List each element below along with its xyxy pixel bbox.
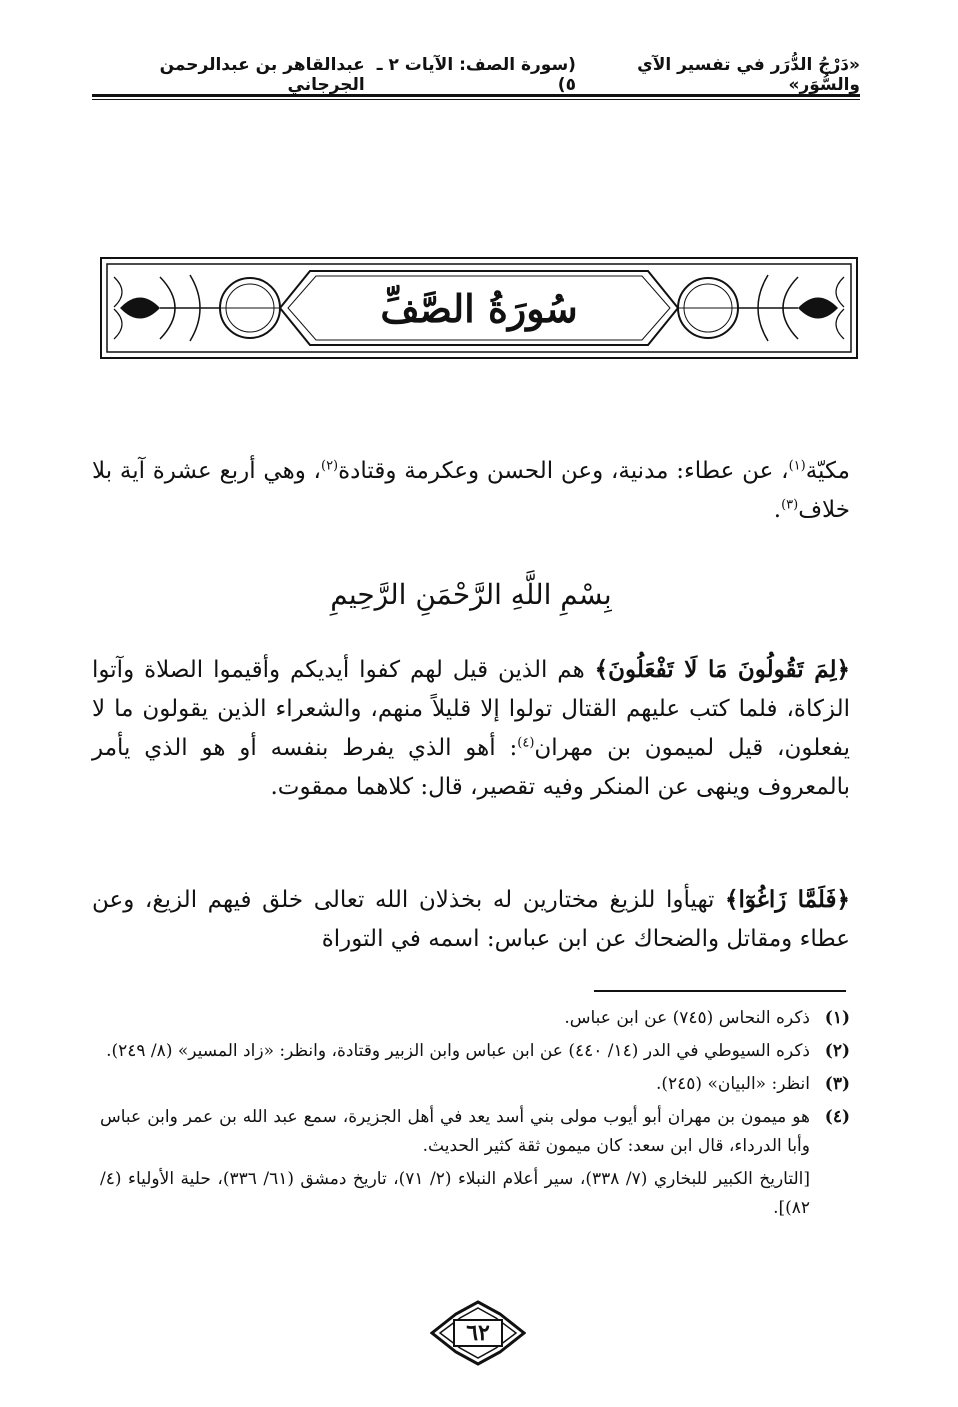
footnote	[100, 1070, 850, 1099]
basmala: بِسْمِ اللَّهِ الرَّحْمَنِ الرَّحِيمِ	[330, 578, 612, 611]
header-rule	[92, 94, 860, 97]
tafsir-paragraph-2	[92, 880, 850, 959]
footnote-separator	[594, 990, 846, 992]
intro-text: ، وهي أربع عشرة آية بلا خلاف	[92, 458, 850, 523]
footnote-number: (٣)	[824, 1074, 850, 1094]
footnote-ref-4: (٤)	[517, 735, 535, 751]
footnote	[100, 1103, 850, 1161]
surah-title: سُورَةُ الصَّفِّ	[380, 285, 578, 331]
page-number-emblem	[430, 1300, 526, 1366]
footnote-number: (١)	[824, 1008, 850, 1028]
footnotes	[100, 1004, 850, 1227]
tafsir-text: : أهو الذي يفرط بنفسه أو هو الذي يأمر بالمعروف وينهى عن المنكر وفيه تقصير، قال: كلاهما ممقوت.	[92, 735, 850, 800]
intro-paragraph	[92, 452, 850, 530]
footnote-text: ذكره السيوطي في الدر (١٤/ ٤٤٠) عن ابن عباس وابن الزبير وقتادة، وانظر: «زاد المسير» (٨/ ٢٤٩).	[106, 1041, 810, 1061]
footnote-text: [التاريخ الكبير للبخاري (٧/ ٣٣٨)، سير أعلام النبلاء (٢/ ٧١)، تاريخ دمشق (٦١/ ٣٣٦)، حلية الأولياء (٤/ ٨٢)].	[100, 1169, 811, 1218]
footnote-ref-1: (١)	[788, 458, 806, 474]
page-number: ٦٢	[466, 1320, 490, 1346]
intro-text: مكيّة	[805, 458, 850, 484]
footnote-number: (٤)	[824, 1107, 850, 1127]
footnote-ref-3: (٣)	[781, 497, 799, 513]
footnote-text: انظر: «البيان» (٢٤٥).	[655, 1074, 810, 1094]
tafsir-text: تهيأوا للزيغ مختارين له بخذلان الله تعالى خلق فيهم الزيغ، وعن عطاء ومقاتل والضحاك عن ابن عباس: اسمه في التوراة	[92, 887, 850, 952]
header-rule-thin	[92, 99, 860, 100]
header-book-title: «دَرْجُ الدُّرَر في تفسير الآي والسُّوَر»	[637, 55, 860, 95]
quran-verse: ﴿لِمَ تَقُولُونَ مَا لَا تَفْعَلُونَ﴾	[594, 656, 850, 683]
running-header	[92, 55, 860, 95]
surah-banner	[100, 257, 858, 359]
footnote-sources	[100, 1165, 850, 1223]
tafsir-paragraph-1	[92, 650, 850, 807]
footnote	[100, 1037, 850, 1066]
header-section: (سورة الصف: الآيات ٢ ـ ٥)	[376, 55, 576, 95]
intro-text: ، عن عطاء: مدنية، وعن الحسن وعكرمة وقتادة	[338, 458, 789, 484]
footnote-text: ذكره النحاس (٧٤٥) عن ابن عباس.	[564, 1008, 810, 1028]
footnote-text: هو ميمون بن مهران أبو أيوب مولى بني أسد يعد في أهل الجزيرة، سمع عبد الله بن عمر وابن عباس وأبا الدرداء، قال ابن سعد: كان ميمون ثقة كثير الحديث.	[100, 1107, 810, 1156]
footnote-number: (٢)	[824, 1041, 850, 1061]
footnote	[100, 1004, 850, 1033]
footnote-ref-2: (٢)	[320, 458, 339, 474]
header-author: عبدالقاهر بن عبدالرحمن الجرجاني	[159, 55, 365, 95]
intro-text: .	[773, 497, 782, 523]
footnote-number	[810, 1165, 850, 1223]
tafsir-text: هم الذين قيل لهم كفوا أيديكم وأقيموا الصلاة وآتوا الزكاة، فلما كتب عليهم القتال تولوا إلا قليلاً منهم، والشعراء الذين يقولون ما لا يفعلون، قيل لميمون بن مهران	[92, 657, 850, 761]
quran-verse: ﴿فَلَمَّا زَاغُوٓا﴾	[725, 886, 850, 913]
